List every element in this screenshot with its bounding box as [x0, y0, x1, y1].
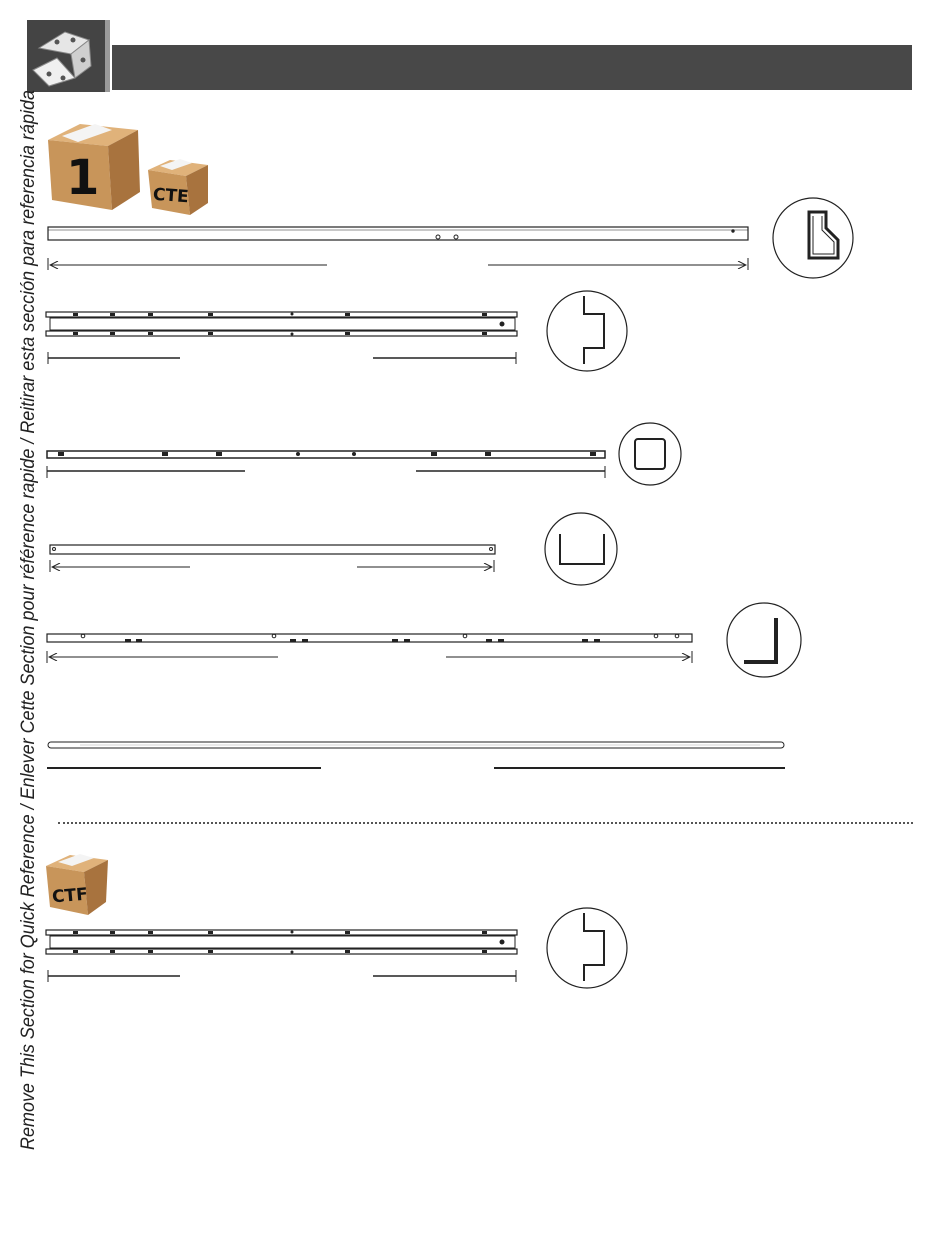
box-icon	[46, 854, 108, 915]
box-icon	[48, 124, 140, 210]
part-angle	[47, 634, 692, 663]
profile-icon	[547, 908, 627, 988]
part-channel	[50, 545, 495, 572]
profile-icon	[619, 423, 681, 485]
profile-icon	[545, 513, 617, 585]
profile-icon	[547, 291, 627, 371]
part-square-tube	[47, 451, 605, 478]
part-double-rail-ctf	[46, 930, 517, 982]
box-cte-label: CTE	[152, 184, 190, 208]
profile-icon	[727, 603, 801, 677]
box-ctf-label: CTF	[51, 884, 89, 908]
section-divider	[58, 822, 913, 824]
part-rod	[47, 742, 785, 768]
box-icon	[148, 159, 208, 215]
box-1-label: 1	[66, 150, 100, 206]
part-long-rail	[48, 227, 748, 270]
profile-icon	[773, 198, 853, 278]
part-double-rail	[46, 312, 517, 364]
side-instruction-text: Remove This Section for Quick Reference / Enlever Cette Section pour référence rapide / Reitirar esta sección para referencia rápida	[17, 0, 39, 1150]
